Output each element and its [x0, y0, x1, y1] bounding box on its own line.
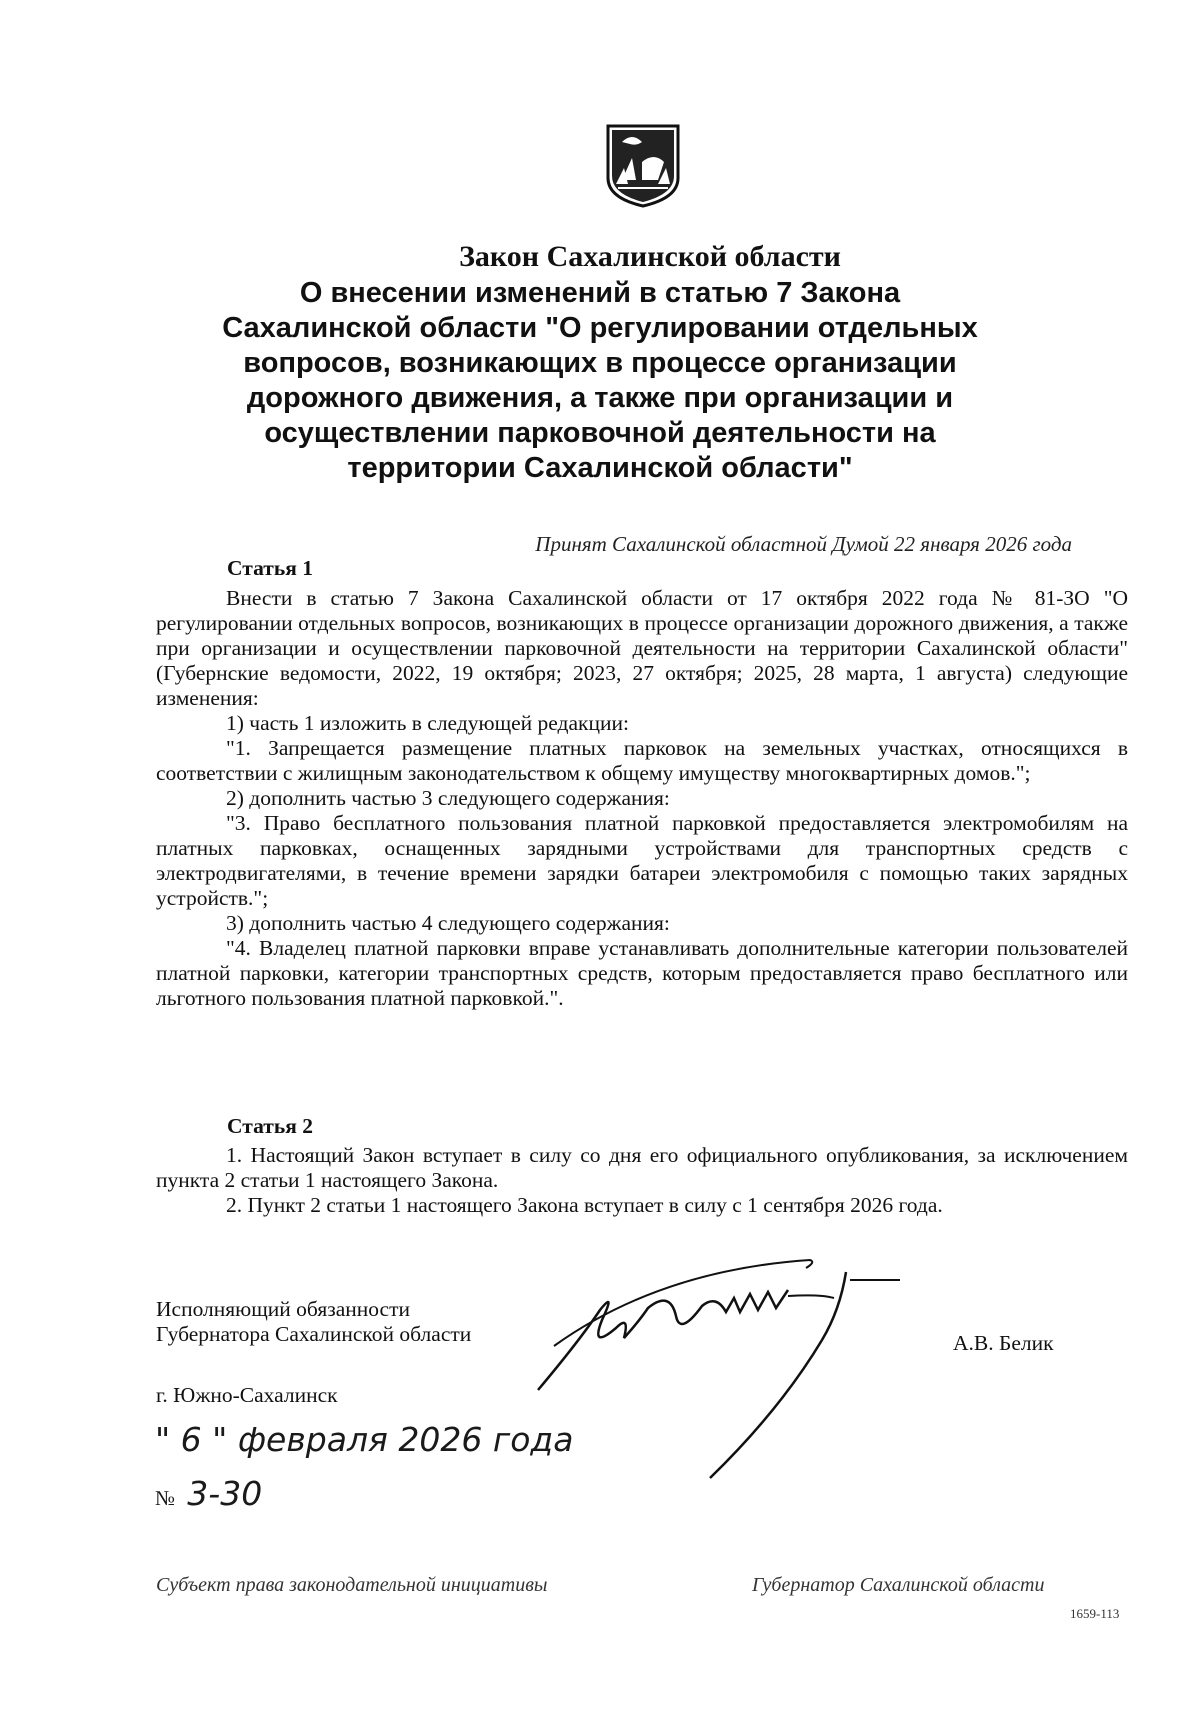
footer-initiative-subject: Субъект права законодательной инициативы [156, 1574, 548, 1596]
article-1-item-2-text: "3. Право бесплатного пользования платной парковкой предоставляется электромобилям на платных парковках, оснащенных зарядными устройствами для транспортных средств с электродвигателями, в течение времени зарядки батареи электромобиля с помощью таких зарядных устройств."; [156, 811, 1128, 910]
article-2-para-2: 2. Пункт 2 статьи 1 настоящего Закона вступает в силу с 1 сентября 2026 года. [226, 1193, 943, 1217]
article-1-heading: Статья 1 [227, 556, 313, 580]
handwritten-date: " 6 " февраля 2026 года [155, 1420, 574, 1459]
article-1-body [156, 586, 1128, 1011]
article-1-item-2: 2) дополнить частью 3 следующего содержания: [226, 786, 670, 810]
signing-city: г. Южно-Сахалинск [156, 1383, 338, 1407]
handwritten-signature [520, 1250, 1020, 1480]
law-title-line: территории Сахалинской области" [347, 452, 853, 484]
signatory-position-line: Исполняющий обязанности [156, 1297, 410, 1321]
signatory-name: А.В. Белик [953, 1331, 1054, 1355]
law-title-line: дорожного движения, а также при организации и [246, 382, 954, 414]
article-2-body [156, 1143, 1128, 1218]
law-title-line: О внесении изменений в статью 7 Закона [299, 277, 901, 309]
law-number-value: 3-30 [187, 1474, 263, 1513]
law-number [155, 1474, 262, 1514]
law-title-block [150, 238, 1050, 486]
article-1-item-3-text: "4. Владелец платной парковки вправе устанавливать дополнительные категории пользователей платной парковки, категории транспортных средств, которым предоставляется право бесплатного или льготного пользования платной парковкой.". [156, 936, 1128, 1010]
coat-of-arms-icon [602, 122, 684, 208]
law-kind: Закон Сахалинской области [459, 240, 841, 273]
footer-governor: Губернатор Сахалинской области [752, 1574, 1045, 1596]
article-1-item-3: 3) дополнить частью 4 следующего содержания: [226, 911, 670, 935]
article-1-item-1-text: "1. Запрещается размещение платных парковок на земельных участках, относящихся в соответствии с жилищным законодательством к общему имуществу многоквартирных домов."; [156, 736, 1128, 785]
article-1-item-1: 1) часть 1 изложить в следующей редакции: [226, 711, 629, 735]
law-title-line: Сахалинской области "О регулировании отдельных [222, 312, 978, 344]
law-title-line: вопросов, возникающих в процессе организации [243, 347, 957, 379]
article-1-intro: Внести в статью 7 Закона Сахалинской области от 17 октября 2022 года № 81-ЗО "О регулировании отдельных вопросов, возникающих в процессе организации дорожного движения, а также при организации и осуществлении парковочной деятельности на территории Сахалинской области" (Губернские ведомости, 2022, 19 октября; 2023, 27 октября; 2025, 28 марта, 1 августа) следующие изменения: [156, 586, 1128, 710]
signatory-position-line: Губернатора Сахалинской области [156, 1322, 472, 1346]
form-code: 1659-113 [1070, 1606, 1120, 1621]
law-number-label: № [155, 1486, 176, 1510]
article-2-para-1: 1. Настоящий Закон вступает в силу со дня его официального опубликования, за исключением пункта 2 статьи 1 настоящего Закона. [156, 1143, 1128, 1192]
law-title-line: осуществлении парковочной деятельности на [264, 417, 936, 449]
adoption-note: Принят Сахалинской областной Думой 22 января 2026 года [535, 532, 1072, 556]
signatory-position [156, 1297, 471, 1347]
article-2-heading: Статья 2 [227, 1114, 313, 1138]
